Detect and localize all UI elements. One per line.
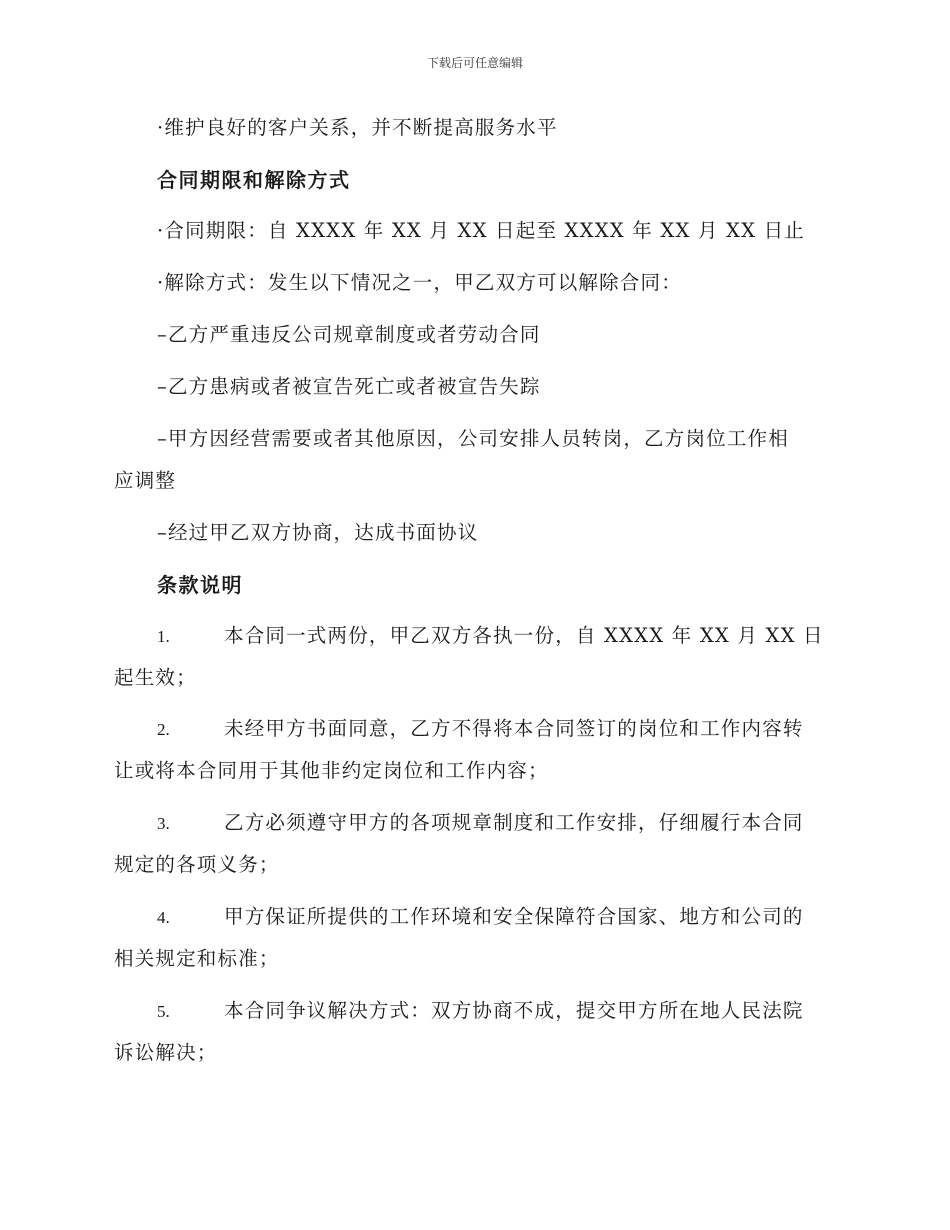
heading-clauses: 条款说明	[157, 573, 243, 597]
clause-text: 本合同一式两份，甲乙双方各执一份，自 XXXX 年 XX 月 XX 日	[224, 624, 824, 647]
termination-item-2: –乙方患病或者被宣告死亡或者被宣告失踪	[157, 375, 541, 398]
termination-item-3-cont: 应调整	[114, 469, 177, 492]
clause-text: 本合同争议解决方式：双方协商不成，提交甲方所在地人民法院	[224, 999, 804, 1022]
bullet-contract-term: ·合同期限：自 XXXX 年 XX 月 XX 日起至 XXXX 年 XX 月 XX 日止	[157, 219, 805, 242]
bullet-service: ·维护良好的客户关系，并不断提高服务水平	[157, 116, 558, 139]
termination-item-3: –甲方因经营需要或者其他原因，公司安排人员转岗，乙方岗位工作相	[157, 427, 789, 450]
clause-number: 1.	[157, 627, 170, 646]
clause-text: 甲方保证所提供的工作环境和安全保障符合国家、地方和公司的	[224, 905, 804, 928]
termination-item-1: –乙方严重违反公司规章制度或者劳动合同	[157, 323, 541, 346]
clause-text-cont: 相关规定和标准；	[114, 947, 280, 970]
clause-text-cont: 规定的各项义务；	[114, 853, 280, 876]
clause-text: 乙方必须遵守甲方的各项规章制度和工作安排，仔细履行本合同	[224, 811, 804, 834]
page-header: 下载后可任意编辑	[426, 56, 523, 70]
clause-number: 4.	[157, 908, 170, 927]
clause-number: 3.	[157, 814, 170, 833]
bullet-termination: ·解除方式：发生以下情况之一，甲乙双方可以解除合同：	[157, 271, 682, 294]
clause-number: 2.	[157, 720, 170, 739]
heading-contract-term: 合同期限和解除方式	[157, 168, 351, 192]
clause-text-cont: 起生效；	[114, 666, 197, 689]
termination-item-4: –经过甲乙双方协商，达成书面协议	[157, 521, 479, 544]
clause-text-cont: 诉讼解决；	[114, 1041, 218, 1064]
clause-text-cont: 让或将本合同用于其他非约定岗位和工作内容；	[114, 759, 549, 782]
clause-number: 5.	[157, 1002, 170, 1021]
clause-text: 未经甲方书面同意，乙方不得将本合同签订的岗位和工作内容转	[224, 717, 804, 740]
